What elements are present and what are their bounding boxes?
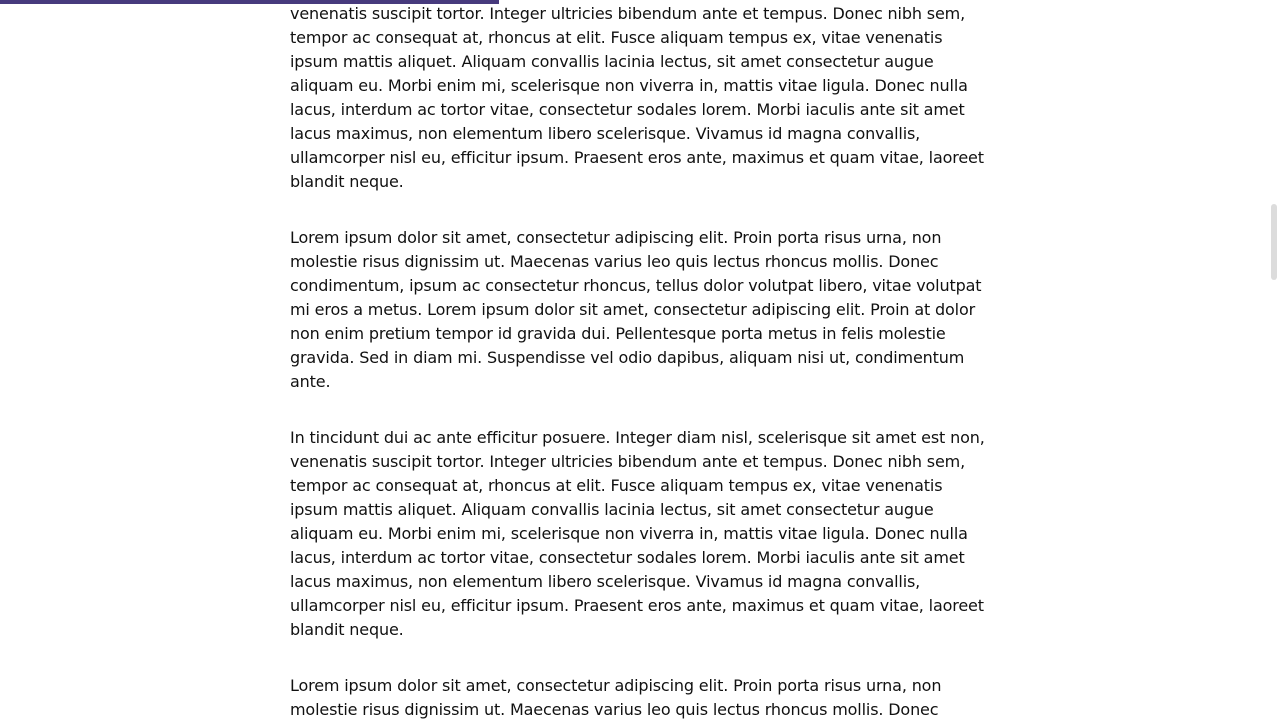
article-paragraph xyxy=(290,226,981,394)
paragraph-line: Lorem ipsum dolor sit amet, consectetur adipiscing elit. Proin porta risus urna, non xyxy=(290,228,942,247)
reading-progress-bar xyxy=(0,0,1280,4)
paragraph-line: lacus maximus, non elementum libero scelerisque. Vivamus id magna convallis, xyxy=(290,124,921,143)
paragraph-line: molestie risus dignissim ut. Maecenas varius leo quis lectus rhoncus mollis. Donec xyxy=(290,252,939,271)
paragraph-line: venenatis suscipit tortor. Integer ultricies bibendum ante et tempus. Donec nibh sem, xyxy=(290,4,966,23)
article-paragraph xyxy=(290,426,985,642)
paragraph-line: non enim pretium tempor id gravida dui. Pellentesque porta metus in felis molestie xyxy=(290,324,946,343)
paragraph-line: tempor ac consequat at, rhoncus at elit. Fusce aliquam tempus ex, vitae venenatis xyxy=(290,28,943,47)
paragraph-line: aliquam eu. Morbi enim mi, scelerisque non viverra in, mattis vitae ligula. Donec nulla xyxy=(290,524,968,543)
paragraph-line: ullamcorper nisl eu, efficitur ipsum. Praesent eros ante, maximus et quam vitae, laoreet xyxy=(290,596,984,615)
article-paragraph xyxy=(290,674,941,720)
paragraph-line: gravida. Sed in diam mi. Suspendisse vel odio dapibus, aliquam nisi ut, condimentum xyxy=(290,348,965,367)
paragraph-line: ante. xyxy=(290,372,331,391)
scrollbar-thumb[interactable] xyxy=(1271,204,1277,280)
article-paragraph xyxy=(290,2,984,194)
paragraph-line: molestie risus dignissim ut. Maecenas varius leo quis lectus rhoncus mollis. Donec xyxy=(290,700,939,719)
paragraph-line: blandit neque. xyxy=(290,620,404,639)
paragraph-line: condimentum, ipsum ac consectetur rhoncus, tellus dolor volutpat libero, vitae volutpat xyxy=(290,276,982,295)
paragraph-line: aliquam eu. Morbi enim mi, scelerisque non viverra in, mattis vitae ligula. Donec nulla xyxy=(290,76,968,95)
paragraph-line: venenatis suscipit tortor. Integer ultricies bibendum ante et tempus. Donec nibh sem, xyxy=(290,452,966,471)
paragraph-line: ullamcorper nisl eu, efficitur ipsum. Praesent eros ante, maximus et quam vitae, laoreet xyxy=(290,148,984,167)
paragraph-line: In tincidunt dui ac ante efficitur posuere. Integer diam nisl, scelerisque sit amet est non, xyxy=(290,428,985,447)
paragraph-line: lacus, interdum ac tortor vitae, consectetur sodales lorem. Morbi iaculis ante sit amet xyxy=(290,548,965,567)
paragraph-line: mi eros a metus. Lorem ipsum dolor sit amet, consectetur adipiscing elit. Proin at dolor xyxy=(290,300,976,319)
reading-progress-fill xyxy=(0,0,499,4)
paragraph-line: ipsum mattis aliquet. Aliquam convallis lacinia lectus, sit amet consectetur augue xyxy=(290,52,934,71)
paragraph-line: tempor ac consequat at, rhoncus at elit. Fusce aliquam tempus ex, vitae venenatis xyxy=(290,476,943,495)
paragraph-line: lacus maximus, non elementum libero scelerisque. Vivamus id magna convallis, xyxy=(290,572,921,591)
paragraph-line: lacus, interdum ac tortor vitae, consectetur sodales lorem. Morbi iaculis ante sit amet xyxy=(290,100,965,119)
vertical-scrollbar[interactable] xyxy=(1268,0,1280,720)
paragraph-line: Lorem ipsum dolor sit amet, consectetur adipiscing elit. Proin porta risus urna, non xyxy=(290,676,942,695)
paragraph-line: ipsum mattis aliquet. Aliquam convallis lacinia lectus, sit amet consectetur augue xyxy=(290,500,934,519)
paragraph-line: blandit neque. xyxy=(290,172,404,191)
